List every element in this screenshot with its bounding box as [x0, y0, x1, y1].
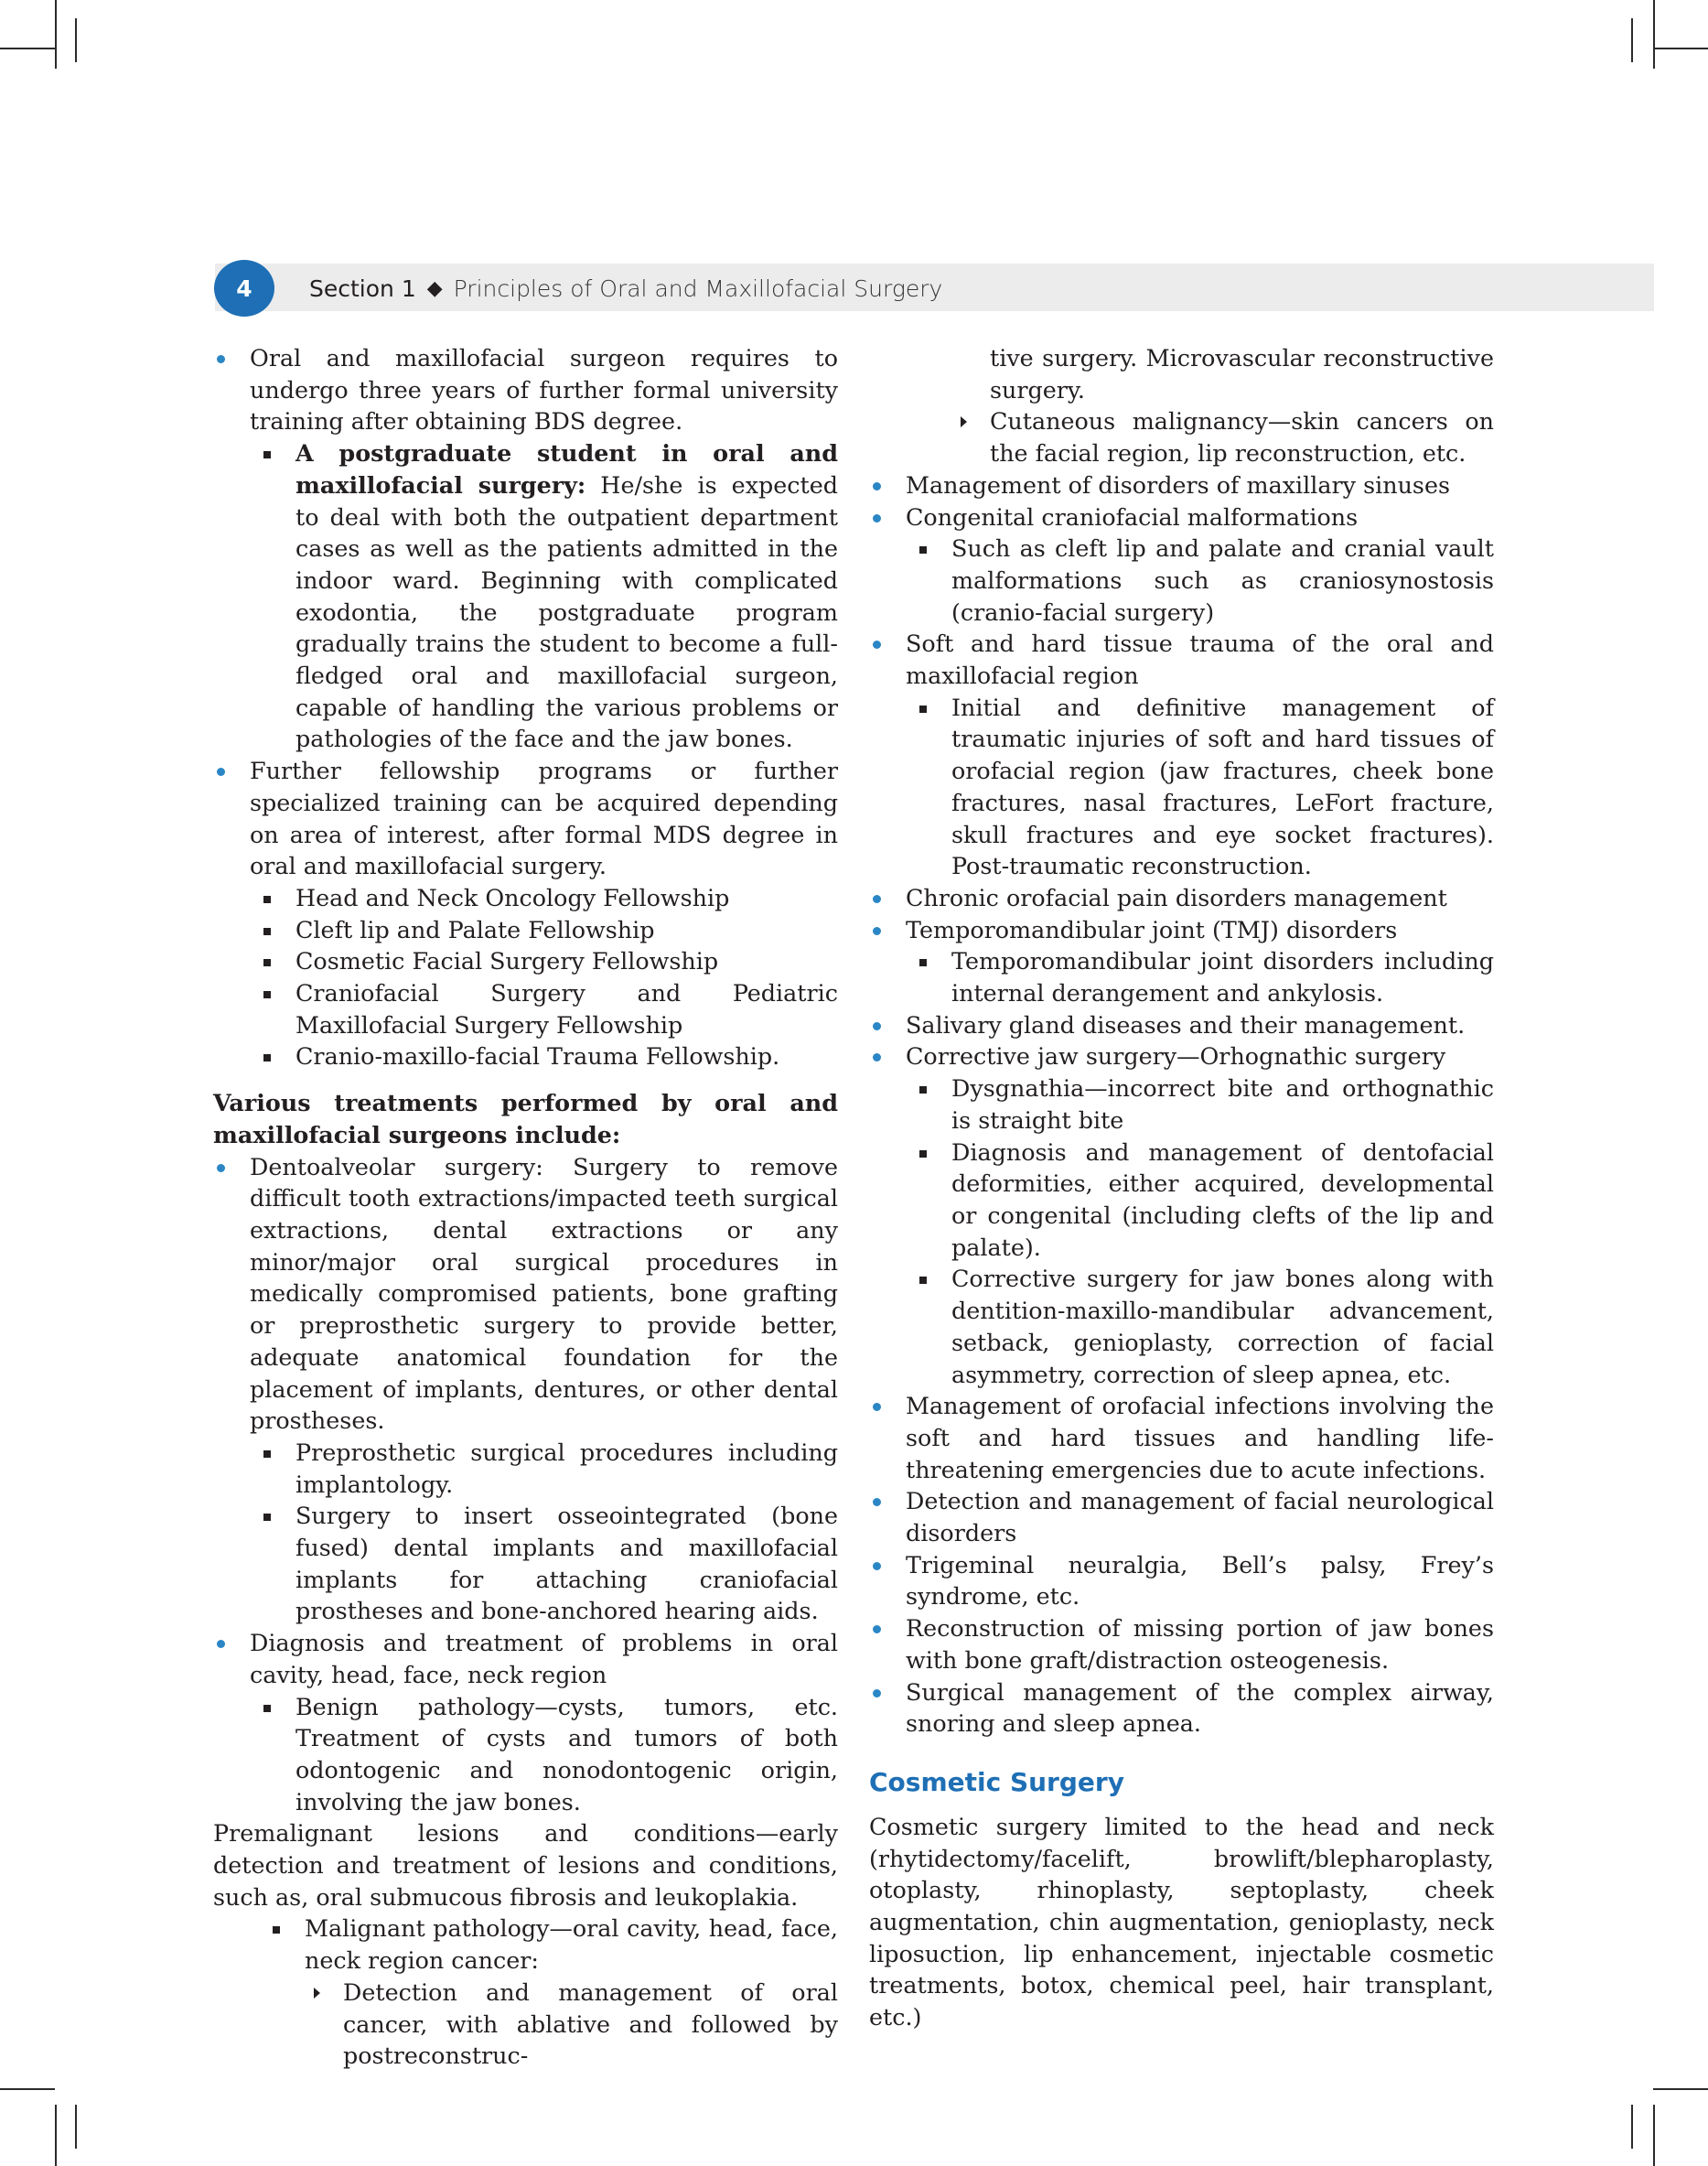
list-item: Head and Neck Oncology Fellowship [250, 882, 838, 914]
crop-mark [1631, 18, 1633, 62]
list-item-text: Diagnosis and treatment of problems in oral cavity, head, face, neck region [250, 1629, 838, 1688]
list-item: Management of orofacial infections involving the soft and hard tissues and handling life-threatening emergencies due to acute infections. [869, 1390, 1494, 1485]
sub-list [250, 1437, 838, 1627]
list-item: Chronic orofacial pain disorders management [869, 882, 1494, 914]
list-item: Dysgnathia—incorrect bite and orthognathic is straight bite [906, 1072, 1494, 1136]
list-item: Such as cleft lip and palate and cranial vault malformations such as craniosynostosis (cranio-facial surgery) [906, 533, 1494, 628]
running-header [309, 268, 942, 308]
list-item: Reconstruction of missing portion of jaw bones with bone graft/distraction osteogenesis. [869, 1612, 1494, 1676]
list-item-text: Soft and hard tissue trauma of the oral and maxillofacial region [906, 630, 1494, 690]
list-item: Cosmetic Facial Surgery Fellowship [250, 945, 838, 977]
list-item: Temporomandibular joint disorders including internal derangement and ankylosis. [906, 945, 1494, 1008]
list-item-text: Corrective jaw surgery—Orhognathic surgery [906, 1042, 1446, 1071]
list-item [869, 1040, 1494, 1390]
list-item: Craniofacial Surgery and Pediatric Maxillofacial Surgery Fellowship [250, 977, 838, 1040]
list-item: Initial and definitive management of traumatic injuries of soft and hard tissues of orofacial region (jaw fractures, cheek bone fractures, nasal fractures, LeFort fracture, skull fractures and eye socket fractures). Post-traumatic reconstruction. [906, 692, 1494, 882]
list-item [250, 437, 838, 755]
crop-mark [75, 18, 77, 62]
list-item-text: Malignant pathology—oral cavity, head, face, neck region cancer: [305, 1914, 838, 1975]
sub-list [250, 437, 838, 755]
list-item-text: Temporomandibular joint (TMJ) disorders [906, 915, 1398, 943]
sub-sub-list [869, 405, 1494, 469]
list-item [213, 1627, 838, 1817]
list-item: Corrective surgery for jaw bones along with dentition-maxillo-mandibular advancement, setback, genioplasty, correction of facial asymmetry, correction of sleep apnea, etc. [906, 1263, 1494, 1390]
right-column [869, 342, 1494, 2033]
sub-sub-list [305, 1977, 838, 2072]
sub-list [906, 945, 1494, 1008]
sub-list [906, 1072, 1494, 1390]
crop-mark [0, 48, 55, 49]
list-item: Diagnosis and management of dentofacial deformities, either acquired, developmental or congenital (including clefts of the lip and palate). [906, 1137, 1494, 1264]
list-item-text: Dentoalveolar surgery: Surgery to remove difficult tooth extractions/impacted teeth surgical extractions, dental extractions or any minor/major oral surgical procedures in medically compromised patients, bone grafting or preprosthetic surgery to provide better, adequate anatomical foundation for the placement of implants, dentures, or other dental prostheses. [250, 1152, 838, 1435]
crop-mark [1653, 2105, 1655, 2166]
list-item [259, 1913, 838, 2072]
treatments-heading: Various treatments performed by oral and maxillofacial surgeons include: [213, 1089, 838, 1148]
continued-text: tive surgery. Microvascular reconstructive surgery. [990, 344, 1494, 404]
crop-mark [1653, 2088, 1708, 2090]
list-item-text: Further fellowship programs or further specialized training can be acquired depending on area of interest, after formal MDS degree in oral and maxillofacial surgery. [250, 757, 838, 880]
crop-mark [55, 2105, 57, 2166]
section-title: Principles of Oral and Maxillofacial Surgery [453, 275, 943, 302]
list-item: Surgery to insert osseointegrated (bone fused) dental implants and maxillofacial implants for attaching craniofacial prostheses and bone-anchored hearing aids. [250, 1500, 838, 1627]
list-item [869, 501, 1494, 629]
bullet-list [213, 1151, 838, 1818]
list-item: Benign pathology—cysts, tumors, etc. Treatment of cysts and tumors of both odontogenic and nonodontogenic origin, involving the jaw bones. [250, 1691, 838, 1818]
bullet-list [869, 469, 1494, 1740]
list-item-text: Congenital craniofacial malformations [906, 502, 1359, 531]
list-item: Trigeminal neuralgia, Bell’s palsy, Frey’s syndrome, etc. [869, 1549, 1494, 1612]
list-item [869, 628, 1494, 882]
cosmetic-paragraph: Cosmetic surgery limited to the head and neck (rhytidectomy/facelift, browlift/blepharoplasty, otoplasty, rhinoplasty, septoplasty, cheek augmentation, chin augmentation, genioplasty, neck liposuction, lip enhancement, injectable cosmetic treatments, botox, chemical peel, hair transplant, etc.) [869, 1812, 1494, 2031]
list-item [869, 914, 1494, 1009]
crop-mark [75, 2105, 77, 2149]
list-item: Management of disorders of maxillary sinuses [869, 469, 1494, 501]
list-item: Salivary gland diseases and their management. [869, 1009, 1494, 1041]
list-item: Cleft lip and Palate Fellowship [250, 914, 838, 946]
list-item: Cutaneous malignancy—skin cancers on the facial region, lip reconstruction, etc. [951, 405, 1494, 469]
crop-mark [1631, 2105, 1633, 2149]
list-item: Cranio-maxillo-facial Trauma Fellowship. [250, 1040, 838, 1072]
cosmetic-surgery-heading: Cosmetic Surgery [869, 1766, 1124, 1797]
premalignant-paragraph: Premalignant lesions and conditions—early detection and treatment of lesions and conditions, such as, oral submucous fibrosis and leukoplakia. [213, 1819, 838, 1911]
left-column [213, 342, 838, 2072]
bullet-list [213, 342, 838, 1072]
list-item-text: He/she is expected to deal with both the outpatient department cases as well as the patients admitted in the indoor ward. Beginning with complicated exodontia, the postgraduate program gradually trains the student to become a full-fledged oral and maxillofacial surgeon, capable of handling the various problems or pathologies of the face and the jaw bones. [295, 470, 838, 753]
crop-mark [1653, 48, 1708, 49]
list-item: Preprosthetic surgical procedures including implantology. [250, 1437, 838, 1500]
sub-list [250, 882, 838, 1072]
page-number-badge: 4 [214, 260, 274, 317]
sub-list [906, 533, 1494, 628]
list-item [213, 342, 838, 755]
crop-mark [0, 2088, 55, 2090]
sub-list [250, 1691, 838, 1818]
list-item: Detection and management of oral cancer, with ablative and followed by postreconstruc- [305, 1977, 838, 2072]
list-item: Surgical management of the complex airway, snoring and sleep apnea. [869, 1676, 1494, 1740]
list-item: Detection and management of facial neurological disorders [869, 1485, 1494, 1548]
sub-list [213, 1913, 838, 2072]
list-item-text: Oral and maxillofacial surgeon requires to undergo three years of further formal university training after obtaining BDS degree. [250, 344, 838, 436]
sub-list [906, 692, 1494, 882]
section-label: Section 1 [309, 275, 416, 302]
crop-mark [55, 0, 57, 69]
term: A postgraduate student in oral and maxillofacial surgery: [295, 439, 838, 499]
crop-mark [1653, 0, 1655, 69]
list-item [213, 1151, 838, 1628]
list-item [213, 755, 838, 1072]
diamond-separator-icon: ◆ [426, 276, 443, 300]
